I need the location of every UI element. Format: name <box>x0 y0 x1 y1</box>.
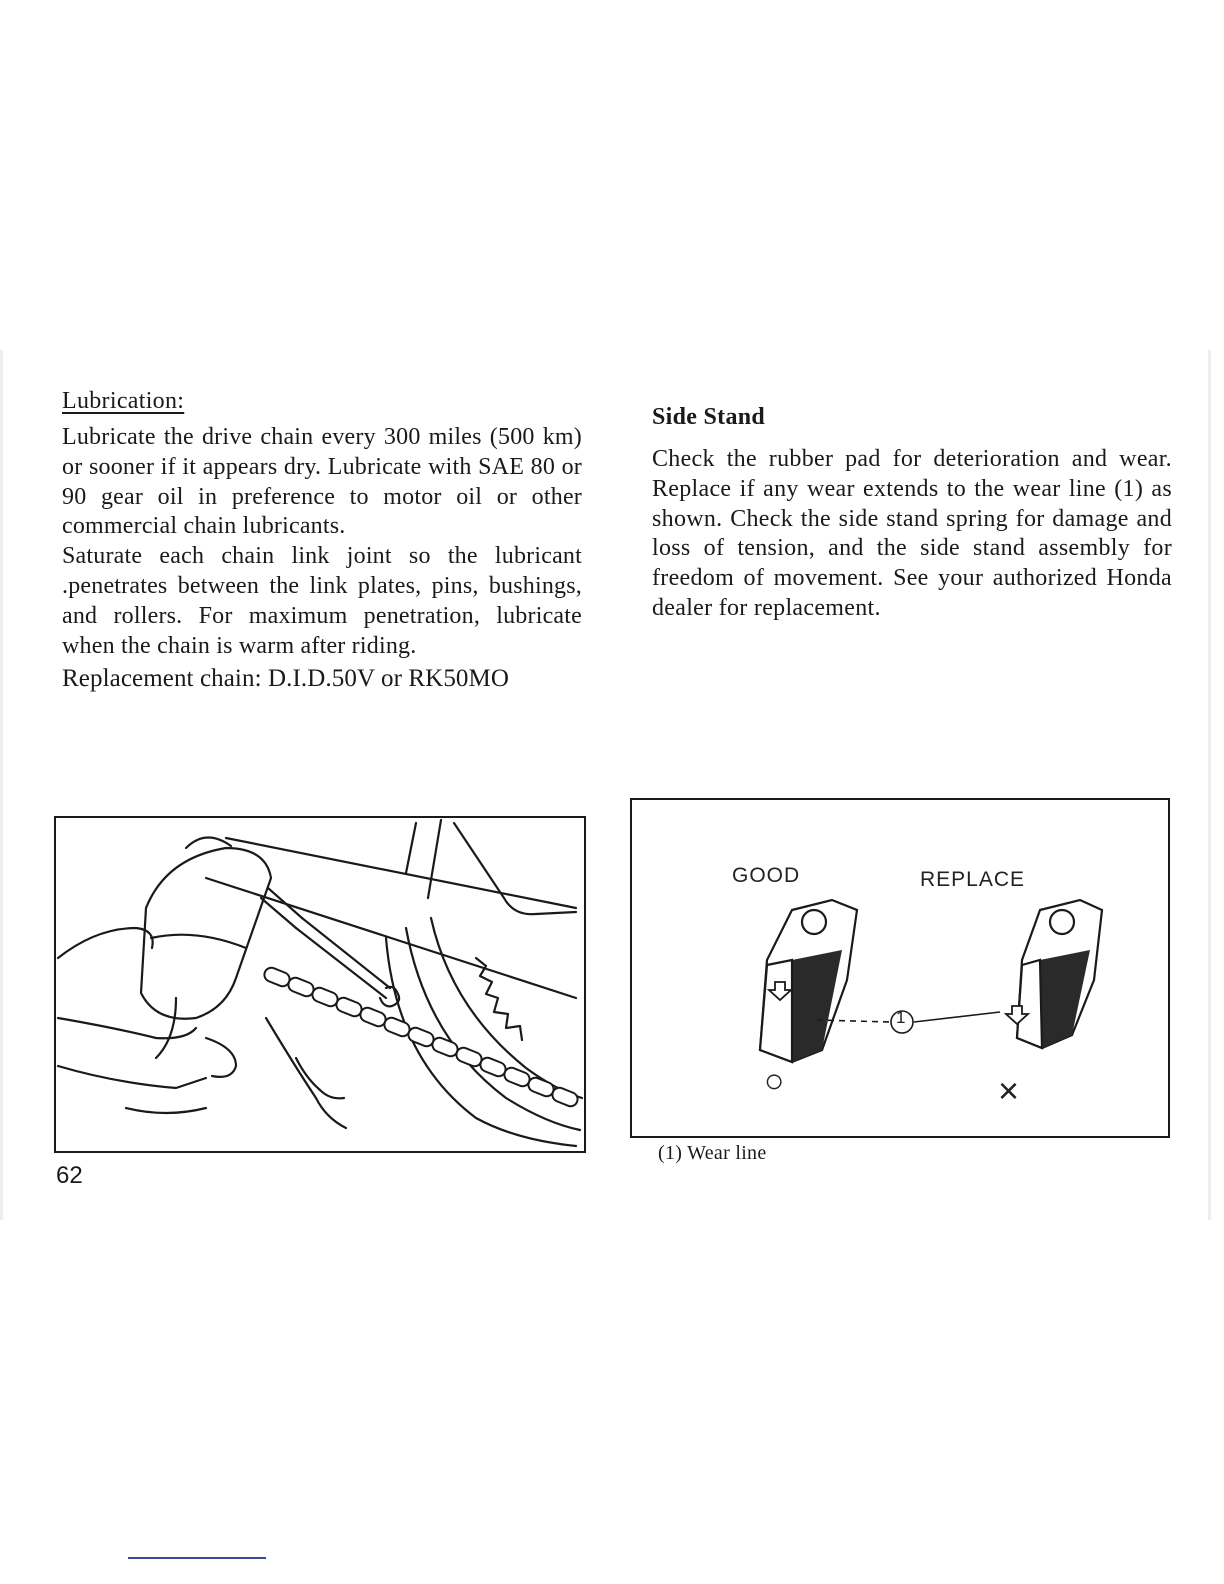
oil-can-chain-drawing <box>56 818 584 1151</box>
replacement-chain-spec: Replacement chain: D.I.D.50V or RK50MO <box>62 665 510 693</box>
lubrication-heading: Lubrication: <box>62 388 185 414</box>
chain-lubrication-illustration <box>54 816 586 1153</box>
side-stand-heading: Side Stand <box>652 404 766 430</box>
replace-label: REPLACE <box>920 868 1026 891</box>
lubrication-paragraph-2: Saturate each chain link joint so the lubricant .penetrates between the link plates, pins, bushings, and rollers. For maximum penetration, lubricate when the chain is warm after riding. <box>62 543 582 659</box>
side-stand-paragraph: Check the rubber pad for deterioration and wear. Replace if any wear extends to the wear line (1) as shown. Check the side stand spring for damage and loss of tension, and the side stand assembly for freedom of movement. See your authorized Honda dealer for replacement. <box>652 446 1172 621</box>
page-number: 62 <box>56 1162 83 1189</box>
callout-number: 1 <box>896 1008 906 1027</box>
good-label: GOOD <box>732 864 801 887</box>
good-pad-icon <box>760 900 857 1062</box>
lubrication-section <box>62 388 582 695</box>
replace-mark: × <box>998 1070 1020 1111</box>
rubber-pad-drawing <box>632 800 1168 1136</box>
side-stand-section <box>652 404 1172 624</box>
wear-line-leader-right <box>914 1012 1000 1022</box>
bottom-rule <box>128 1557 266 1559</box>
figure-caption: (1) Wear line <box>658 1142 767 1164</box>
side-stand-pad-illustration <box>630 798 1170 1138</box>
good-mark: ○ <box>764 1062 785 1100</box>
lubrication-paragraph-1: Lubricate the drive chain every 300 miles (500 km) or sooner if it appears dry. Lubricate with SAE 80 or 90 gear oil in preference to motor oil or other commercial chain lubricants. <box>62 424 582 540</box>
worn-pad-icon <box>1006 900 1102 1048</box>
scan-edge-left <box>0 350 3 1220</box>
scan-edge-right <box>1208 350 1211 1220</box>
